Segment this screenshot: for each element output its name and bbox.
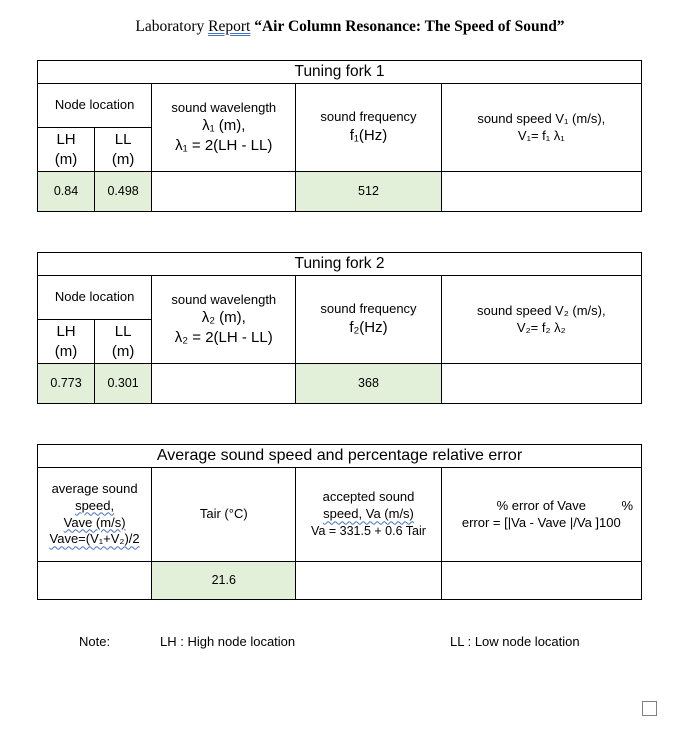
fork1-node-location: Node location — [38, 84, 152, 128]
fork2-lh-header — [38, 320, 95, 364]
fork2-node-location: Node location — [38, 276, 152, 320]
fork1-frequency-symbol: f₁(Hz) — [349, 127, 388, 145]
fork1-wavelength-cell — [152, 84, 296, 172]
fork2-frequency-symbol: f₂(Hz) — [349, 319, 388, 337]
corner-checkbox[interactable] — [642, 701, 657, 716]
tair-value[interactable]: 21.6 — [152, 562, 296, 600]
avg-label-1: average sound — [51, 480, 138, 496]
avg-formula: Vave=(V₁+V₂)/2 — [49, 531, 140, 547]
title-quoted: “Air Column Resonance: The Speed of Sound” — [254, 18, 565, 35]
fork1-ll-label: LL — [114, 131, 132, 148]
fork2-speed-label: sound speed V₂ (m/s), — [476, 302, 606, 318]
fork1-speed-formula: V₁= f₁ λ₁ — [517, 127, 565, 143]
fork1-ll-value[interactable]: 0.498 — [95, 172, 152, 212]
accepted-label-2: speed, Va (m/s) — [323, 506, 414, 522]
fork2-wavelength-value[interactable] — [152, 364, 296, 404]
fork1-frequency-label: sound frequency — [320, 109, 417, 125]
note-label: Note: — [79, 634, 111, 649]
fork2-ll-label: LL — [114, 323, 132, 340]
fork1-lh-unit: (m) — [54, 150, 78, 168]
error-label: % error of Vave — [496, 497, 586, 513]
report-title — [0, 18, 700, 36]
fork1-speed-label: sound speed V₁ (m/s), — [477, 110, 606, 126]
title-report-word: Report — [208, 18, 251, 35]
fork1-lh-header — [38, 128, 95, 172]
fork2-ll-value[interactable]: 0.301 — [95, 364, 152, 404]
lh-note: LH : High node location — [160, 634, 296, 649]
fork2-header: Tuning fork 2 — [38, 253, 642, 276]
avg-label-2: speed, — [75, 497, 115, 513]
fork2-speed-formula: V₂= f₂ λ₂ — [516, 319, 566, 335]
avg-label-3: Vave (m/s) — [63, 514, 126, 530]
average-speed-table — [37, 444, 642, 600]
fork1-ll-unit: (m) — [111, 150, 135, 168]
fork2-frequency-value[interactable]: 368 — [296, 364, 441, 404]
accepted-formula: Va = 331.5 + 0.6 Tair — [311, 524, 426, 539]
ll-note: LL : Low node location — [450, 634, 580, 649]
avg-speed-value[interactable] — [38, 562, 152, 600]
fork2-wavelength-cell — [152, 276, 296, 364]
accepted-label-1: accepted sound — [322, 489, 415, 505]
fork2-lh-value[interactable]: 0.773 — [38, 364, 95, 404]
fork2-lh-label: LH — [56, 323, 76, 340]
fork1-lh-value[interactable]: 0.84 — [38, 172, 95, 212]
percent-error-cell — [441, 468, 641, 562]
fork2-lh-unit: (m) — [54, 342, 78, 360]
fork1-frequency-cell — [296, 84, 441, 172]
fork2-frequency-label: sound frequency — [320, 301, 417, 317]
avg-speed-cell — [38, 468, 152, 562]
fork2-wavelength-label: sound wavelength — [171, 291, 277, 307]
fork1-frequency-value[interactable]: 512 — [296, 172, 441, 212]
fork1-wavelength-symbol: λ₁ (m), — [202, 117, 246, 135]
fork2-wavelength-symbol: λ₂ (m), — [201, 309, 246, 327]
fork2-speed-value[interactable] — [441, 364, 641, 404]
title-prefix: Laboratory — [135, 18, 205, 35]
error-formula: error = [|Va - Vave |/Va ]100 — [461, 514, 621, 530]
fork1-header: Tuning fork 1 — [38, 61, 642, 84]
percent-error-value[interactable] — [441, 562, 641, 600]
fork1-ll-header — [95, 128, 152, 172]
fork1-lh-label: LH — [56, 131, 76, 148]
fork2-ll-unit: (m) — [111, 342, 135, 360]
fork1-wavelength-label: sound wavelength — [171, 99, 277, 115]
fork1-wavelength-value[interactable] — [152, 172, 296, 212]
average-header: Average sound speed and percentage relative error — [38, 445, 642, 468]
tair-label: Tair (°C) — [152, 468, 296, 562]
fork1-wavelength-formula: λ₁ = 2(LH - LL) — [175, 136, 273, 154]
fork1-speed-cell — [441, 84, 641, 172]
fork1-speed-value[interactable] — [441, 172, 641, 212]
error-percent-sign: % — [621, 497, 633, 513]
accepted-speed-cell — [296, 468, 441, 562]
tuning-fork-1-table — [37, 60, 642, 212]
fork2-frequency-cell — [296, 276, 441, 364]
fork2-speed-cell — [441, 276, 641, 364]
accepted-speed-value[interactable] — [296, 562, 441, 600]
fork2-ll-header — [95, 320, 152, 364]
tuning-fork-2-table — [37, 252, 642, 404]
fork2-wavelength-formula: λ₂ = 2(LH - LL) — [174, 328, 273, 346]
